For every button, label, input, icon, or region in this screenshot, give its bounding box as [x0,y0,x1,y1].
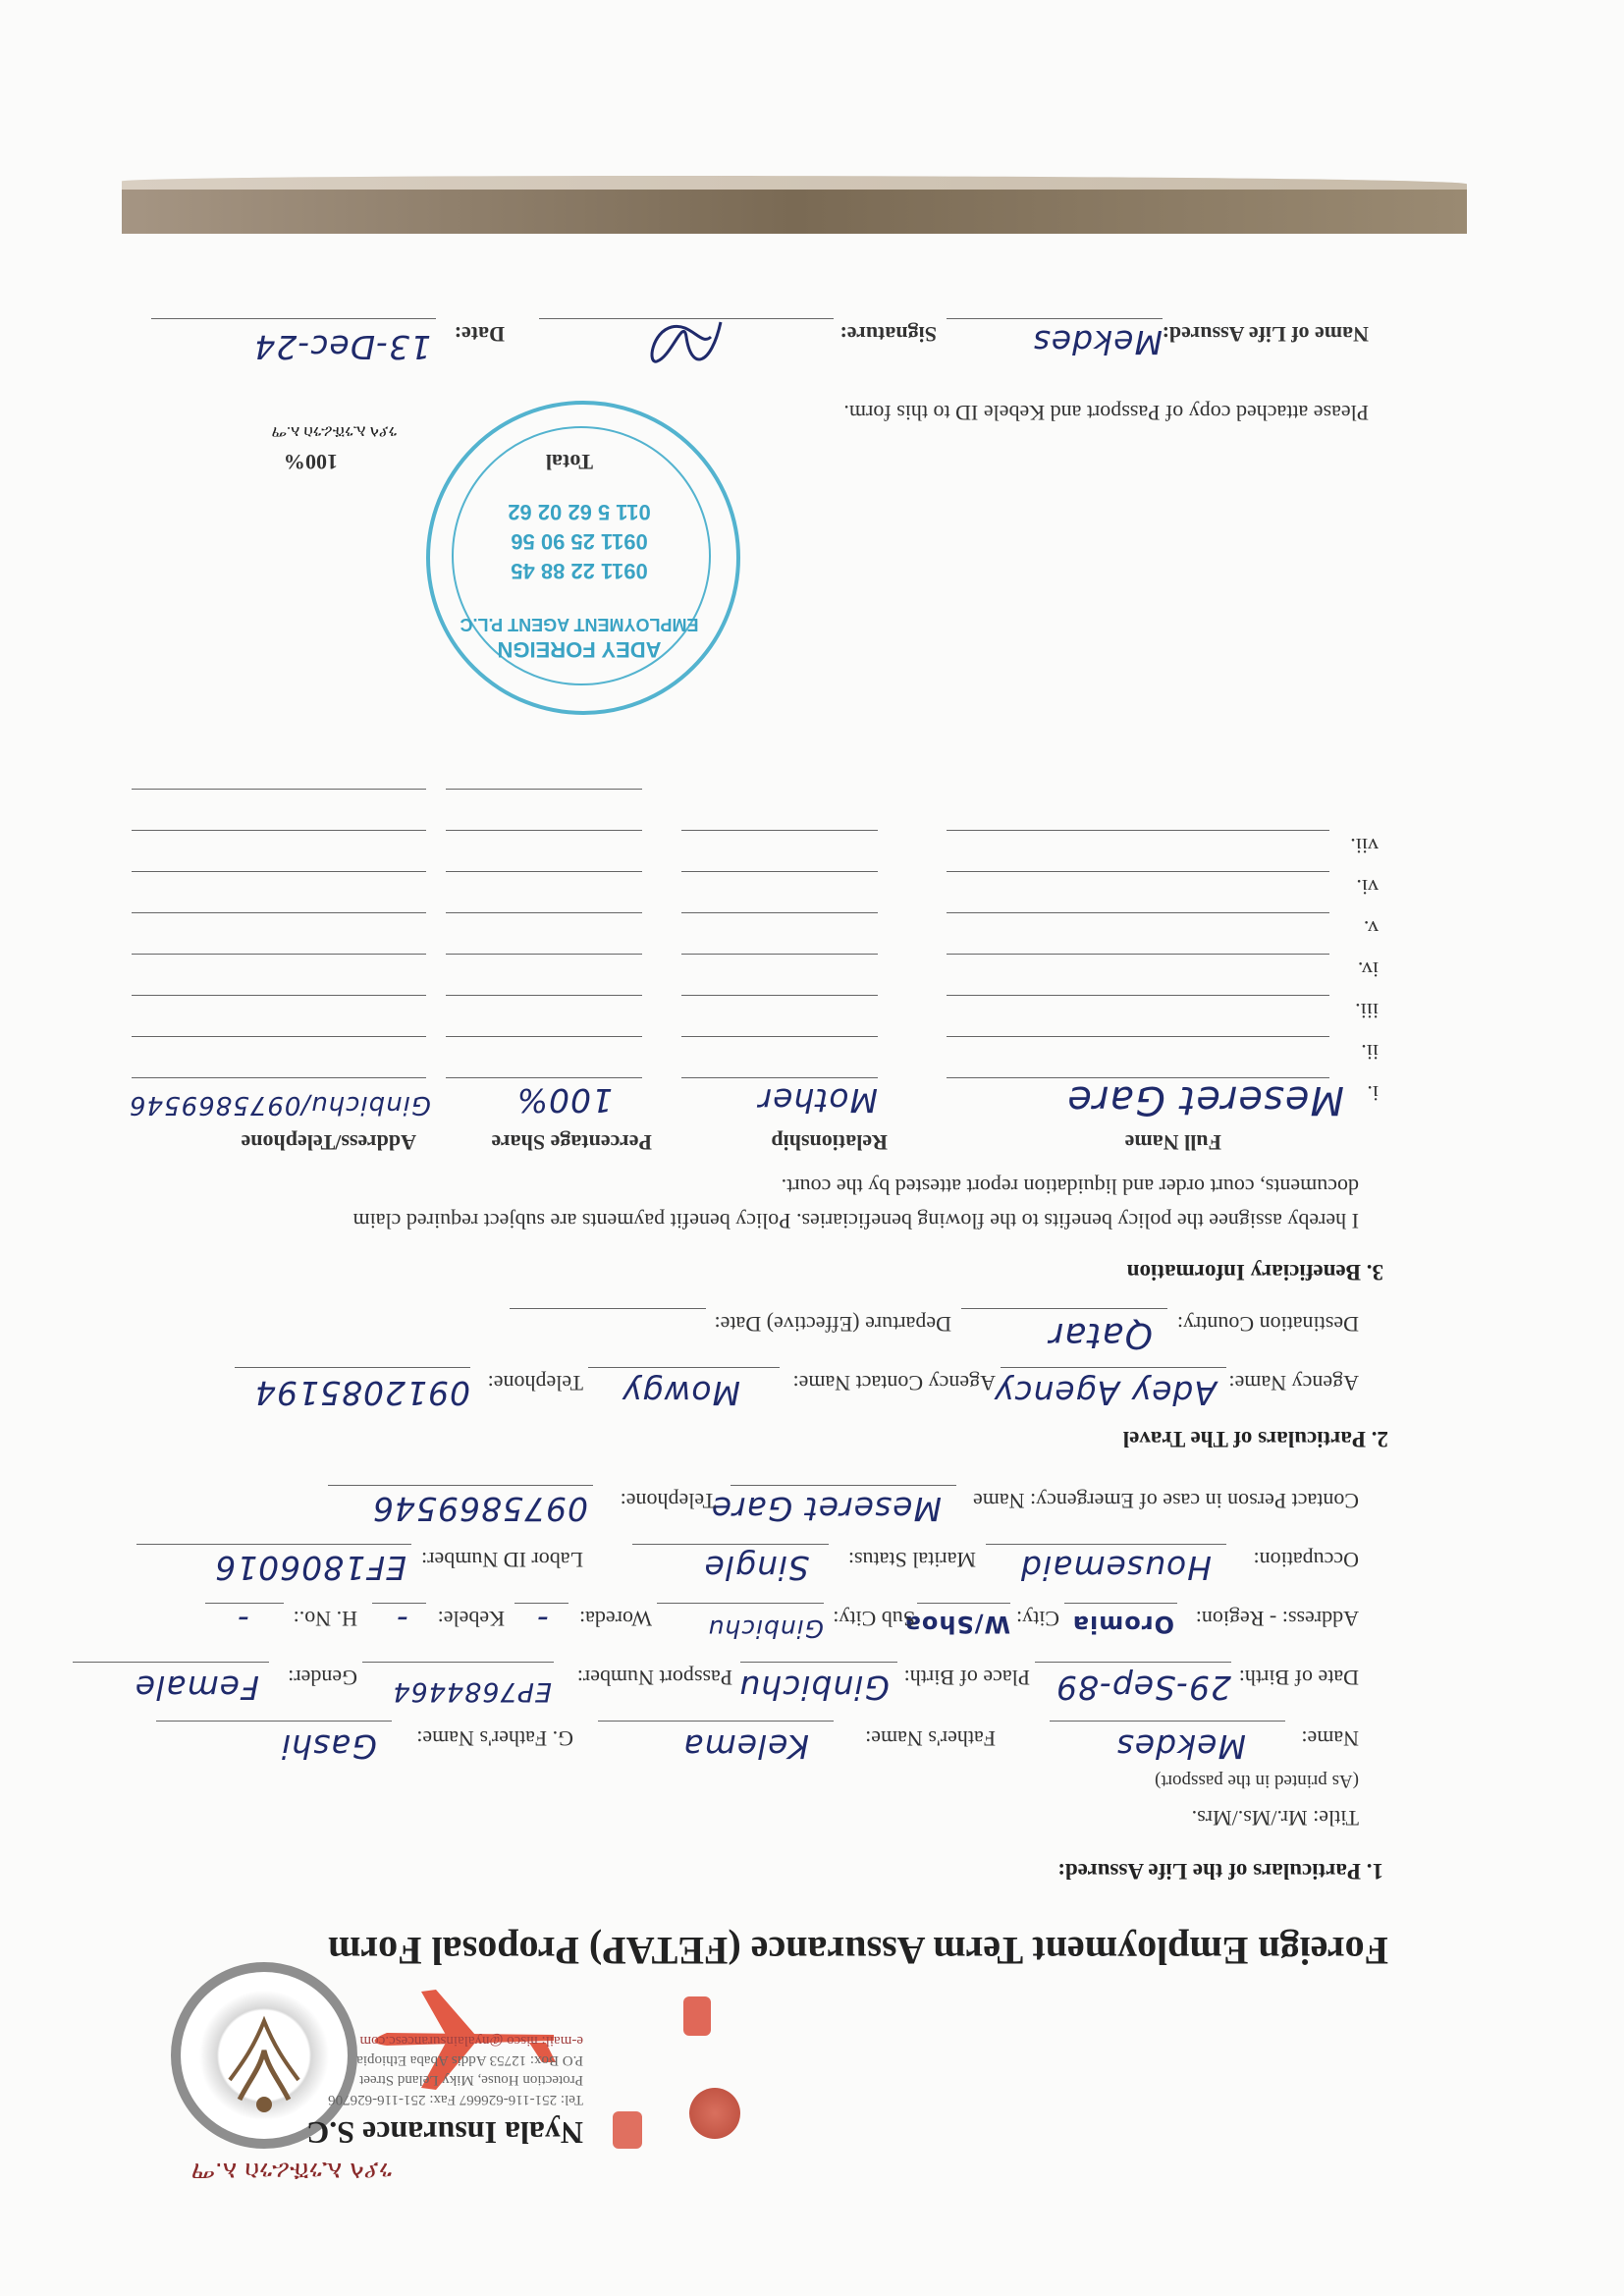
father-label: Father's Name: [865,1726,996,1751]
beneficiary-row-line [132,1077,426,1078]
marital-value: Single [703,1549,809,1587]
beneficiary-row-line [446,1036,642,1037]
company-amharic-name: ንያላ ኢንሹራንስ አ.ማ [271,423,397,440]
labor-label: Labor ID Number: [421,1548,583,1572]
footer-band [122,190,1467,234]
contact-tel-value: 0975869546 [372,1490,588,1528]
header-contact-2: Protection House, Miky Leland Street [359,2072,583,2088]
pob-value: Ginbichu [738,1668,890,1707]
col-fullname: Full Name [1124,1130,1221,1155]
beneficiary-row-line [681,871,878,872]
stamp-line-1: ADEY FOREIGN [497,637,662,662]
beneficiary-row-line [947,830,1329,831]
beneficiary-row-line [947,1036,1329,1037]
beneficiary-share: 100% [515,1081,613,1120]
city-label: City: [1015,1607,1059,1631]
beneficiary-row-numeral: ii. [1361,1040,1379,1065]
gfather-value: Gashi [280,1727,377,1766]
stamp-line-5: 011 5 62 02 62 [508,500,651,524]
stamp-line-2: EMPLOYMENT AGENT P.L.C [460,615,699,634]
dob-value: 29-Sep-89 [1056,1668,1231,1707]
header-contact-1: Tel: 251-116-626667 Fax: 251-116-626706 [328,2092,583,2107]
occupation-value: Housemaid [1020,1549,1212,1587]
life-assured-label: Name of Life Assured: [1162,322,1369,347]
contact-label: Contact Person in case of Emergency: Name [972,1489,1359,1513]
labor-value: EF1806016 [214,1549,406,1587]
agency-label: Agency Name: [1228,1371,1359,1395]
name-value: Mekdes [1115,1727,1246,1766]
destination-value: Qatar [1048,1315,1153,1355]
beneficiary-row-line [947,995,1329,996]
stamp-line-3: 0911 22 88 45 [511,559,648,583]
signature-scribble [642,307,731,376]
beneficiary-row-numeral: i. [1367,1081,1379,1106]
form-title: Foreign Employment Term Assurance (FETAP) Proposal Form [328,1929,1388,1973]
statement-line2: documents, court order and liquidation report attested by the court. [781,1175,1359,1199]
signature-label: Signature: [839,322,937,347]
kebele-label: Kebele: [437,1607,505,1631]
subcity-value: Ginbichu [707,1614,824,1643]
title-label: Title: Mr./Ms./Mrs. [1191,1806,1359,1831]
beneficiary-row-line [681,1077,878,1078]
printed-note: (As printed in the passport) [1155,1771,1359,1791]
passport-value: EP7684464 [392,1676,552,1707]
statement-line1: I hereby assignee the policy benefits to the flowing beneficiaries. Policy benefit payments are subject required claim [352,1209,1359,1233]
beneficiary-row-numeral: vii. [1350,834,1379,858]
beneficiary-row-line [446,830,642,831]
agency-tel-label: Telephone: [487,1371,583,1395]
occupation-label-visible: Occupation: [1253,1548,1359,1572]
beneficiary-name: Meseret Gare [1066,1077,1344,1122]
beneficiary-row-numeral: iv. [1357,957,1379,982]
date-label: Date: [454,322,505,347]
total-row-line [132,789,426,790]
beneficiary-row-line [681,912,878,913]
total-label: Total [545,450,593,474]
beneficiary-row-line [132,995,426,996]
footer-band-curve [122,176,1467,190]
life-assured-value: Mekdes [1032,323,1163,361]
company-stamp [426,401,740,715]
beneficiary-row-line [446,912,642,913]
section3-heading: 3. Beneficiary Information [1126,1260,1383,1285]
region-value: Oromia [1071,1611,1174,1638]
hno-value: - [237,1602,249,1640]
departure-label: Departure (Effective) Date: [714,1312,951,1337]
beneficiary-row-numeral: v. [1363,916,1379,941]
beneficiary-row-line [681,830,878,831]
woreda-value: - [536,1602,549,1640]
suitcase-icon [613,2111,642,2149]
agency-value: Adey Agency [993,1374,1217,1412]
beneficiary-row-line [947,912,1329,913]
beneficiary-row-line [132,1036,426,1037]
beneficiary-row-line [132,871,426,872]
beneficiary-row-line [446,1077,642,1078]
total-value: 100% [284,450,338,474]
beneficiary-row-line [132,954,426,955]
date-value: 13-Dec-24 [253,328,431,366]
contact-value: Meseret Gare [710,1490,942,1528]
header-amharic: ንያላ ኢንሹራንስ አ.ማ [190,2158,392,2186]
total-row-line [446,789,642,790]
pob-label: Place of Birth: [903,1666,1030,1690]
city-value: W/Shoa [903,1611,1010,1638]
gender-label: Gender: [288,1666,357,1690]
woreda-label: Woreda: [579,1607,652,1631]
col-relationship: Relationship [771,1130,888,1155]
destination-label: Destination Country: [1176,1312,1359,1337]
beneficiary-row-line [132,830,426,831]
gfather-label: G. Father's Name: [416,1726,573,1751]
col-address: Address/Telephone [241,1130,416,1155]
beneficiary-row-line [446,871,642,872]
gender-value: Female [134,1668,259,1707]
name-label: Name: [1301,1726,1359,1751]
beneficiary-row-numeral: vi. [1356,875,1379,900]
beneficiary-row-line [446,995,642,996]
globe-icon [689,2088,740,2139]
agency-contact-value: Mowgy [621,1374,740,1412]
beneficiary-row-line [681,954,878,955]
subcity-label: Sub City: [833,1607,915,1631]
beneficiary-row-line [681,995,878,996]
hno-label: H. No.: [293,1607,357,1631]
beneficiary-address: Ginbichu/0975869546 [128,1090,431,1120]
beneficiary-row-line [446,954,642,955]
beneficiary-row-line [947,954,1329,955]
beneficiary-row-line [681,1036,878,1037]
col-share: Percentage Share [491,1130,652,1155]
kebele-value: - [396,1602,408,1640]
header-company-name: Nyala Insurance S.C [306,2115,583,2151]
father-value: Kelema [682,1727,809,1766]
beneficiary-row-numeral: iii. [1355,999,1379,1023]
beneficiary-row-line [947,871,1329,872]
contact-tel-label: Telephone: [620,1489,716,1513]
marital-label: Marital Status: [847,1548,976,1572]
address-label: Address: - Region: [1195,1607,1359,1631]
beneficiary-row-line [132,912,426,913]
section1-heading: 1. Particulars of the Life Assured: [1057,1859,1383,1884]
agency-tel-value: 0912085194 [254,1374,470,1412]
agency-contact-label: Agency Contact Name: [792,1371,996,1395]
passport-label: Passport Number: [576,1666,732,1690]
header-contact-4: e-mail: nisco @nyalainsurancesc.com [359,2033,583,2049]
attach-note: Please attached copy of Passport and Kebele ID to this form. [843,401,1369,425]
stamp-line-4: 0911 25 90 56 [511,529,648,554]
luggage-icon [683,1996,711,2036]
dob-label: Date of Birth: [1238,1666,1359,1690]
header-contact-3: P.O Box: 12753 Addis Ababa Ethiopia [356,2052,583,2068]
section2-heading: 2. Particulars of The Travel [1122,1427,1388,1451]
beneficiary-relationship: Mother [757,1081,878,1120]
